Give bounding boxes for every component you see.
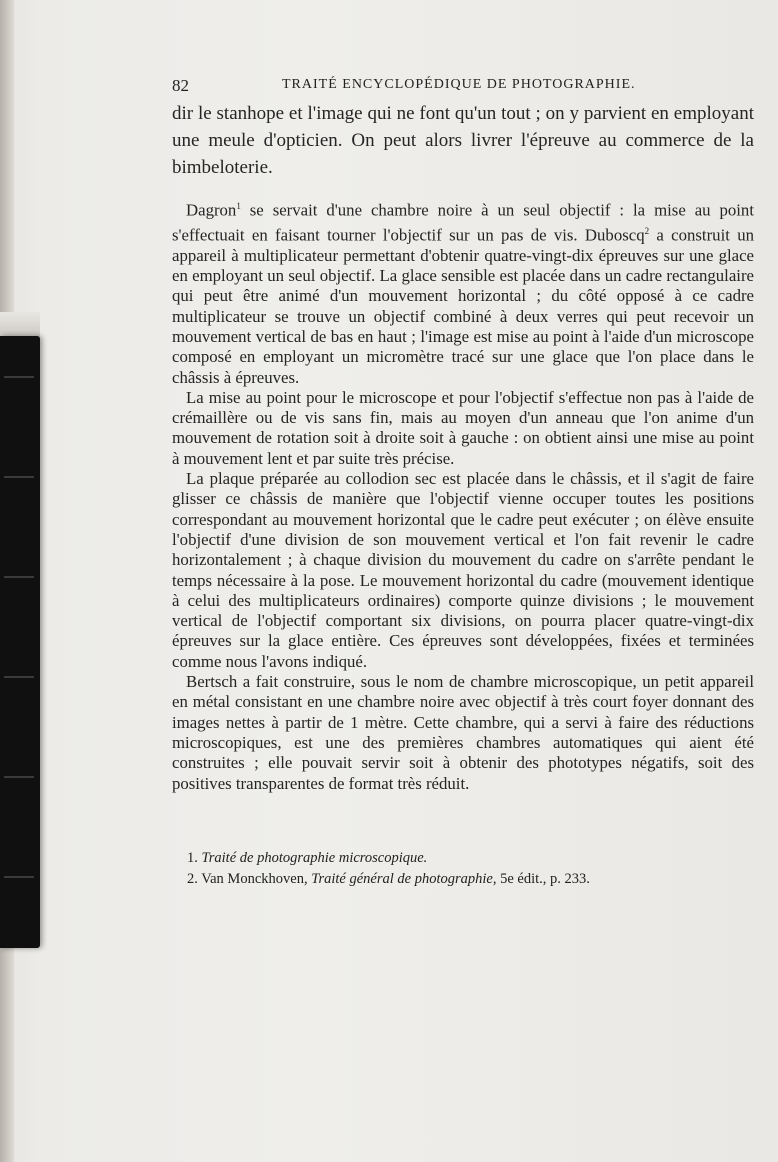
paragraph-continuation: dir le stanhope et l'image qui ne font qu'un tout ; on y parvient en employant une meule d'opticien. On peut alors livrer l'épreuve au commerce de la bimbeloterie. [172,103,754,178]
paragraph-plaque: La plaque préparée au collodion sec est placée dans le châssis, et il s'agit de faire glisser ce châssis de manière que l'objectif vienne occuper toutes les positions correspondant au mouvement horizontal que le cadre peut exécuter ; on élève ensuite l'objectif d'une division de son mouvement vertical et l'on fait revenir le cadre horizontalement ; à chaque division du mouvement du cadre on s'arrête pendant le temps nécessaire à la pose. Le mouvement horizontal du cadre (mouvement identique à celui des multiplicateurs ordinaires) comporte quinze divisions ; le mouvement vertical de l'objectif comportant six divisions, on pourra placer quatre-vingt-dix épreuves sur la glace entière. Ces épreuves sont développées, fixées et terminées comme nous l'avons indiqué. [172,469,754,671]
paragraph-text: se servait d'une chambre noire à un seul objectif : la mise au point s'effectuait en faisant tourner l'objectif sur un pas de vis. Duboscq [172,200,754,245]
running-title: TRAITÉ ENCYCLOPÉDIQUE DE PHOTOGRAPHIE. [282,77,636,92]
footnote-mark-2: 2 [644,225,650,236]
paragraph-dagron [172,196,754,388]
page-number: 82 [172,76,189,95]
ribbon-mark [4,776,34,778]
ribbon-mark [4,876,34,878]
footnote-mark-1: 1 [236,201,241,211]
page-header [172,76,750,98]
ribbon-mark [4,676,34,678]
paragraph-mise-au-point: La mise au point pour le microscope et pour l'objectif s'effectue non pas à l'aide de crémaillère ou de vis sans fin, mais au moyen d'un anneau que l'on anime d'un mouvement de rotation soit à droite soit à gauche : on obtient ainsi une mise au point à mouvement lent et par suite très précise. [172,387,754,468]
main-body [172,196,754,794]
footnote-number: 1. [187,850,198,866]
footnotes [187,850,747,892]
paragraph-bertsch: Bertsch a fait construire, sous le nom de chambre microscopique, un petit appareil en métal consistant en une chambre noire avec objectif à très court foyer donnant des images nettes à partir de 1 mètre. Cette chambre, qui a servi à faire des réductions microscopiques, est une des premières chambres automatiques qui aient été construites ; elle pouvait servir soit à obtenir des phototypes négatifs, soit des positives transparentes de format très réduit. [172,672,754,793]
ribbon-mark [4,576,34,578]
footnote-title: Traité de photographie microscopique. [201,850,428,866]
paragraph-text: a construit un appareil à multiplicateur permettant d'obtenir quatre-vingt-dix épreuves sur une glace en employant un seul objectif. La glace sensible est placée dans un cadre rectangulaire qui peut être animé d'un mouvement horizontal ; du côté opposé à ce cadre multiplicateur se trouve un objectif combiné à deux verres qui peut recevoir un mouvement vertical de bas en haut ; l'image est mise au point à l'aide d'un microscope composé en employant un micromètre tracé sur une glace que l'on place dans le châssis à épreuves. [172,225,754,387]
bookmark-ribbon [0,336,40,948]
footnote-2 [187,871,747,888]
footnote-rest: 5e édit., p. 233. [500,871,590,887]
footnote-title: Traité général de photographie, [311,871,497,887]
footnote-number: 2. [187,871,198,887]
ribbon-mark [4,376,34,378]
footnote-author: Van Monckhoven, [201,871,308,887]
paragraph-text: Dagron [186,200,237,220]
ribbon-mark [4,476,34,478]
footnote-1 [187,850,747,867]
